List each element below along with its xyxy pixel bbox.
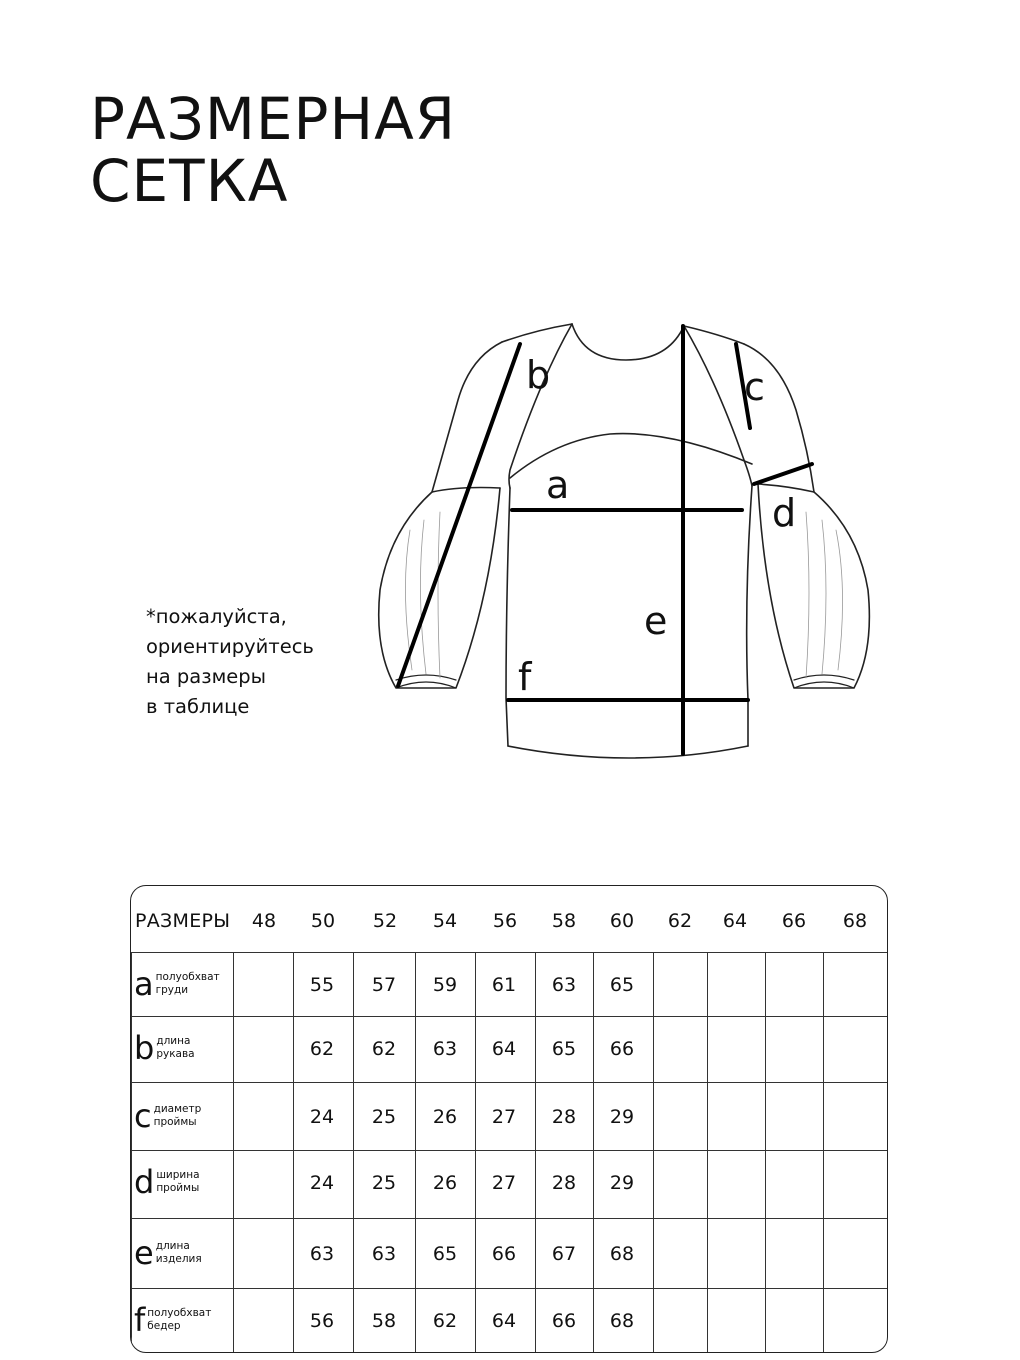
table-cell: 63 (432, 1038, 458, 1060)
sizes-header-label: РАЗМЕРЫ (135, 910, 231, 932)
table-cell: 65 (609, 974, 635, 996)
table-cell: 64 (491, 1310, 517, 1332)
row-divider (131, 1218, 887, 1219)
size-table-body (131, 952, 887, 1353)
row-letter: c (134, 1097, 152, 1135)
col-divider (653, 952, 654, 1353)
label-b: b (526, 353, 551, 397)
label-e: e (644, 599, 668, 643)
row-divider (131, 1288, 887, 1289)
row-desc: диаметр проймы (153, 1103, 202, 1128)
label-c: c (744, 365, 765, 409)
row-letter: e (134, 1234, 154, 1272)
table-cell: 62 (432, 1310, 458, 1332)
table-cell: 63 (551, 974, 577, 996)
left-cuff (396, 675, 456, 688)
table-cell: 61 (491, 974, 517, 996)
table-cell: 63 (309, 1243, 335, 1265)
size-table-header (131, 886, 887, 952)
table-cell: 28 (551, 1106, 577, 1128)
table-cell: 62 (371, 1038, 397, 1060)
size-header: 64 (722, 910, 748, 932)
row-head-c (134, 1097, 202, 1135)
col-divider (765, 952, 766, 1353)
label-a: a (546, 463, 570, 507)
left-shoulder (502, 324, 572, 342)
table-cell: 65 (432, 1243, 458, 1265)
row-letter: f (134, 1301, 146, 1339)
col-divider (475, 952, 476, 1353)
row-desc: длина изделия (155, 1240, 202, 1265)
size-header: 60 (609, 910, 635, 932)
col-divider (131, 952, 132, 1353)
row-desc: полуобхват бедер (147, 1307, 212, 1332)
table-cell: 27 (491, 1172, 517, 1194)
table-cell: 68 (609, 1310, 635, 1332)
table-cell: 24 (309, 1172, 335, 1194)
table-cell: 29 (609, 1172, 635, 1194)
label-f: f (518, 655, 532, 699)
table-cell: 59 (432, 974, 458, 996)
table-cell: 63 (371, 1243, 397, 1265)
table-cell: 65 (551, 1038, 577, 1060)
size-header: 66 (781, 910, 807, 932)
table-cell: 67 (551, 1243, 577, 1265)
table-cell: 27 (491, 1106, 517, 1128)
table-cell: 26 (432, 1106, 458, 1128)
row-head-a (134, 965, 220, 1003)
col-divider (415, 952, 416, 1353)
row-letter: b (134, 1029, 155, 1067)
title-line-1: РАЗМЕРНАЯ (90, 85, 457, 153)
table-cell: 55 (309, 974, 335, 996)
table-cell: 66 (491, 1243, 517, 1265)
table-cell: 25 (371, 1106, 397, 1128)
table-cell: 29 (609, 1106, 635, 1128)
title-line-2: СЕТКА (90, 147, 289, 215)
size-header: 62 (667, 910, 693, 932)
left-sleeve-upper (432, 342, 502, 492)
body-left-side (506, 488, 510, 746)
row-divider (131, 1150, 887, 1151)
blouse-measurement-diagram (360, 300, 900, 770)
size-header: 58 (551, 910, 577, 932)
row-letter: d (134, 1163, 155, 1201)
label-d: d (772, 491, 797, 535)
neckline (572, 324, 684, 360)
right-raglan (684, 326, 752, 486)
row-divider (131, 952, 887, 953)
col-divider (353, 952, 354, 1353)
body-hem (508, 746, 748, 758)
table-cell: 68 (609, 1243, 635, 1265)
size-header: 56 (492, 910, 518, 932)
row-desc: полуобхват груди (155, 971, 220, 996)
note-line: на размеры (146, 665, 267, 688)
table-cell: 64 (491, 1038, 517, 1060)
measure-d-line (754, 464, 812, 484)
row-head-d (134, 1163, 200, 1201)
size-table (130, 885, 888, 1353)
table-cell: 28 (551, 1172, 577, 1194)
row-head-b (134, 1029, 195, 1067)
size-header: 48 (251, 910, 277, 932)
col-divider (535, 952, 536, 1353)
row-head-f (134, 1301, 212, 1339)
row-divider (131, 1082, 887, 1083)
note-line: *пожалуйста, (146, 605, 287, 628)
table-cell: 66 (609, 1038, 635, 1060)
body-right-side (747, 486, 752, 746)
table-cell: 25 (371, 1172, 397, 1194)
note-line: ориентируйтесь (146, 635, 314, 658)
right-sleeve-gathers (806, 512, 843, 678)
row-head-e (134, 1234, 202, 1272)
size-header: 68 (842, 910, 868, 932)
row-letter: a (134, 965, 154, 1003)
size-header: 54 (432, 910, 458, 932)
col-divider (593, 952, 594, 1353)
size-note (146, 602, 366, 722)
table-cell: 62 (309, 1038, 335, 1060)
col-divider (823, 952, 824, 1353)
size-header: 52 (372, 910, 398, 932)
table-cell: 24 (309, 1106, 335, 1128)
row-desc: ширина проймы (156, 1169, 200, 1194)
col-divider (707, 952, 708, 1353)
table-cell: 26 (432, 1172, 458, 1194)
size-header: 50 (310, 910, 336, 932)
row-divider (131, 1016, 887, 1017)
col-divider (293, 952, 294, 1353)
table-cell: 66 (551, 1310, 577, 1332)
table-cell: 57 (371, 974, 397, 996)
note-line: в таблице (146, 695, 250, 718)
page-title (90, 85, 457, 215)
table-cell: 56 (309, 1310, 335, 1332)
row-desc: длина рукава (156, 1035, 195, 1060)
table-cell: 58 (371, 1310, 397, 1332)
col-divider (233, 952, 234, 1353)
right-cuff (794, 675, 854, 688)
